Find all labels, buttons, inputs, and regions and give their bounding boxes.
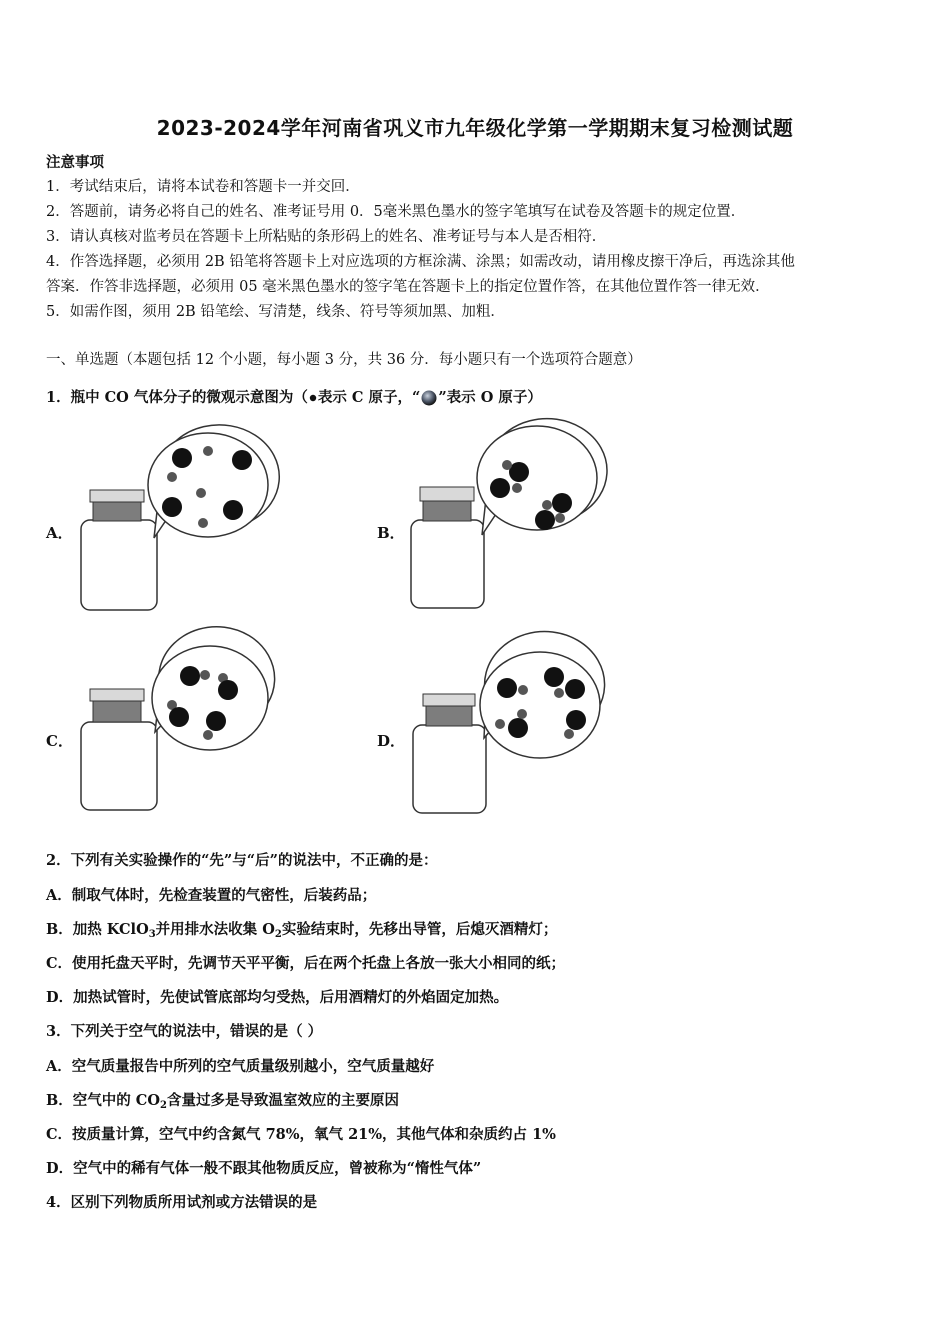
q2-option-a: A．制取气体时，先检查装置的气密性，后装药品；: [46, 887, 377, 904]
carbon-atom-icon: [308, 393, 318, 403]
notice-item: 2．答题前，请务必将自己的姓名、准考证号用 0．5毫米黑色墨水的签字笔填写在试卷及答题卡的规定位置．: [46, 204, 746, 220]
notice-item: 答案．作答非选择题，必须用 05 毫米黑色墨水的签字笔在答题卡上的指定位置作答，在其他位置作答一律无效．: [46, 279, 770, 295]
q3-option-b: [46, 1091, 399, 1111]
q2-option-b: [46, 920, 557, 940]
q1-stem-part: 1．瓶中 CO 气体分子的微观示意图为（: [46, 389, 308, 406]
q2-b-sub: 2: [274, 929, 282, 940]
notice-item: 5．如需作图，须用 2B 铅笔绘、写清楚，线条、符号等须加黑、加粗．: [46, 304, 505, 320]
notice-heading: 注意事项: [46, 154, 104, 171]
notice-item: 3．请认真核对监考员在答题卡上所粘贴的条形码上的姓名、准考证号与本人是否相符．: [46, 229, 607, 245]
option-a-bottle-figure: [60, 425, 300, 625]
q2-b-text: B．加热 KClO: [46, 921, 149, 938]
q2-stem: 2．下列有关实验操作的“先”与“后”的说法中，不正确的是：: [46, 852, 438, 869]
option-b-bottle-figure: [390, 425, 630, 625]
q2-b-text: 实验结束时，先移出导管，后熄灭酒精灯；: [281, 921, 558, 938]
option-c-bottle-figure: [60, 635, 300, 835]
q3-option-a: A．空气质量报告中所列的空气质量级别越小，空气质量越好: [46, 1058, 435, 1075]
q3-b-sub: 2: [159, 1100, 167, 1111]
q1-stem: [46, 388, 542, 408]
q3-b-text: 含量过多是导致温室效应的主要原因: [166, 1092, 399, 1109]
q2-b-sub: 3: [148, 929, 156, 940]
option-d-bottle-figure: [390, 640, 630, 840]
q2-option-c: C．使用托盘天平时，先调节天平平衡，后在两个托盘上各放一张大小相同的纸；: [46, 955, 566, 972]
q2-b-text: 并用排水法收集 O: [155, 921, 275, 938]
q3-option-c: C．按质量计算，空气中约含氮气 78%，氧气 21%，其他气体和杂质约占 1%: [46, 1126, 556, 1143]
q3-b-text: B．空气中的 CO: [46, 1092, 160, 1109]
q1-option-label-a: A．: [46, 524, 73, 542]
q3-stem: 3．下列关于空气的说法中，错误的是（ ）: [46, 1023, 323, 1040]
q4-stem: 4．区别下列物质所用试剂或方法错误的是: [46, 1194, 318, 1211]
q1-option-label-c: C．: [46, 732, 73, 750]
q1-option-label-d: D．: [377, 732, 406, 750]
notice-item: 1．考试结束后，请将本试卷和答题卡一并交回．: [46, 179, 360, 195]
q2-option-d: D．加热试管时，先使试管底部均匀受热，后用酒精灯的外焰固定加热。: [46, 989, 509, 1006]
oxygen-atom-icon: [420, 389, 438, 407]
page-title: 2023-2024学年河南省巩义市九年级化学第一学期期末复习检测试题: [156, 116, 794, 140]
q1-stem-part: ”表示 O 原子）: [438, 389, 542, 406]
q1-stem-part: 表示 C 原子，“: [317, 389, 421, 406]
section-heading: 一、单选题（本题包括 12 个小题，每小题 3 分，共 36 分．每小题只有一个选项符合题意）: [46, 352, 642, 368]
q1-option-label-b: B．: [377, 524, 405, 542]
q3-option-d: D．空气中的稀有气体一般不跟其他物质反应，曾被称为“惰性气体”: [46, 1160, 482, 1177]
notice-item: 4．作答选择题，必须用 2B 铅笔将答题卡上对应选项的方框涂满、涂黑；如需改动，请用橡皮擦干净后，再选涂其他: [46, 254, 795, 270]
